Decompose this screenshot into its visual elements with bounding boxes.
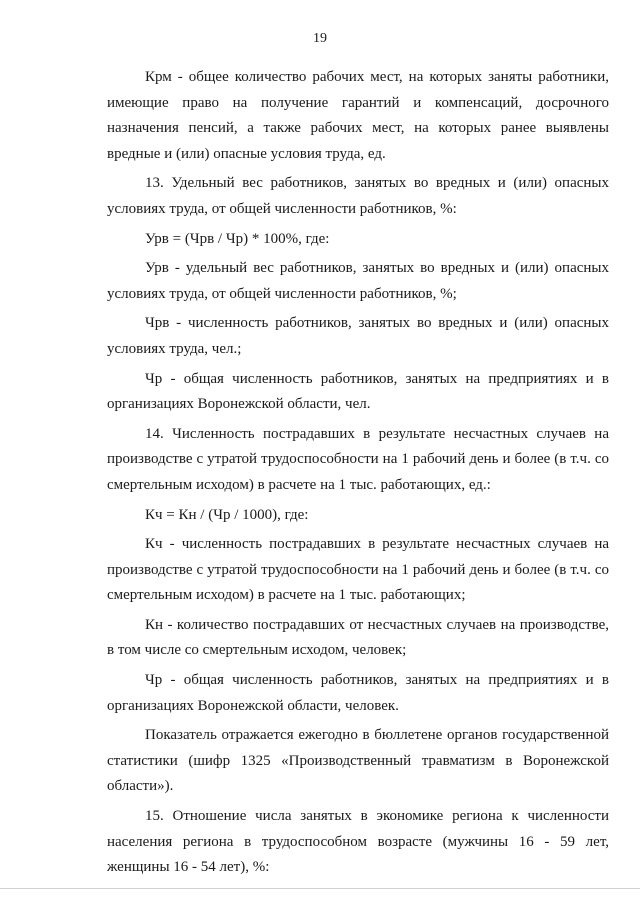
paragraph-chr-definition-2: Чр - общая численность работников, занятых на предприятиях и в организациях Воронежской области, человек. <box>107 672 609 714</box>
paragraph-formula-urv: Урв = (Чрв / Чр) * 100%, где: <box>145 230 330 247</box>
paragraph-item-13-heading: 13. Удельный вес работников, занятых во вредных и (или) опасных условиях труда, от общей численности работников, %: <box>107 175 609 217</box>
paragraph-statistics-note: Показатель отражается ежегодно в бюллетене органов государственной статистики (шифр 1325 «Производственный травматизм в Воронежской области»). <box>107 727 609 795</box>
bottom-edge-line <box>0 888 640 889</box>
paragraph-kch-definition: Кч - численность пострадавших в результате несчастных случаев на производстве с утратой трудоспособности на 1 рабочий день и более (в т.ч. со смертельным исходом) в расчете на 1 тыс. работающих; <box>107 536 609 604</box>
paragraph-formula-kch: Кч = Кн / (Чр / 1000), где: <box>145 506 309 523</box>
page-number: 19 <box>313 31 327 46</box>
paragraph-chrv-definition: Чрв - численность работников, занятых во вредных и (или) опасных условиях труда, чел.; <box>107 315 609 357</box>
paragraph-item-15-heading: 15. Отношение числа занятых в экономике региона к численности населения региона в трудоспособном возрасте (мужчины 16 - 59 лет, женщины 16 - 54 лет), %: <box>107 808 609 876</box>
paragraph-urv-definition: Урв - удельный вес работников, занятых во вредных и (или) опасных условиях труда, от общей численности работников, %; <box>107 260 609 302</box>
paragraph-kn-definition: Кн - количество пострадавших от несчастных случаев на производстве, в том числе со смертельным исходом, человек; <box>107 616 609 659</box>
document-body <box>107 65 609 885</box>
paragraph-item-14-heading: 14. Численность пострадавших в результате несчастных случаев на производстве с утратой трудоспособности на 1 рабочий день и более (в т.ч. со смертельным исходом) в расчете на 1 тыс. работающих, ед.: <box>107 425 609 493</box>
paragraph-chr-definition-1: Чр - общая численность работников, занятых на предприятиях и в организациях Воронежской области, чел. <box>107 370 609 413</box>
paragraph-krm-definition: Крм - общее количество рабочих мест, на которых заняты работники, имеющие право на получение гарантий и компенсаций, досрочного назначения пенсий, а также рабочих мест, на которых ранее выявлены вредные и (или) опасные условия труда, ед. <box>107 69 609 162</box>
